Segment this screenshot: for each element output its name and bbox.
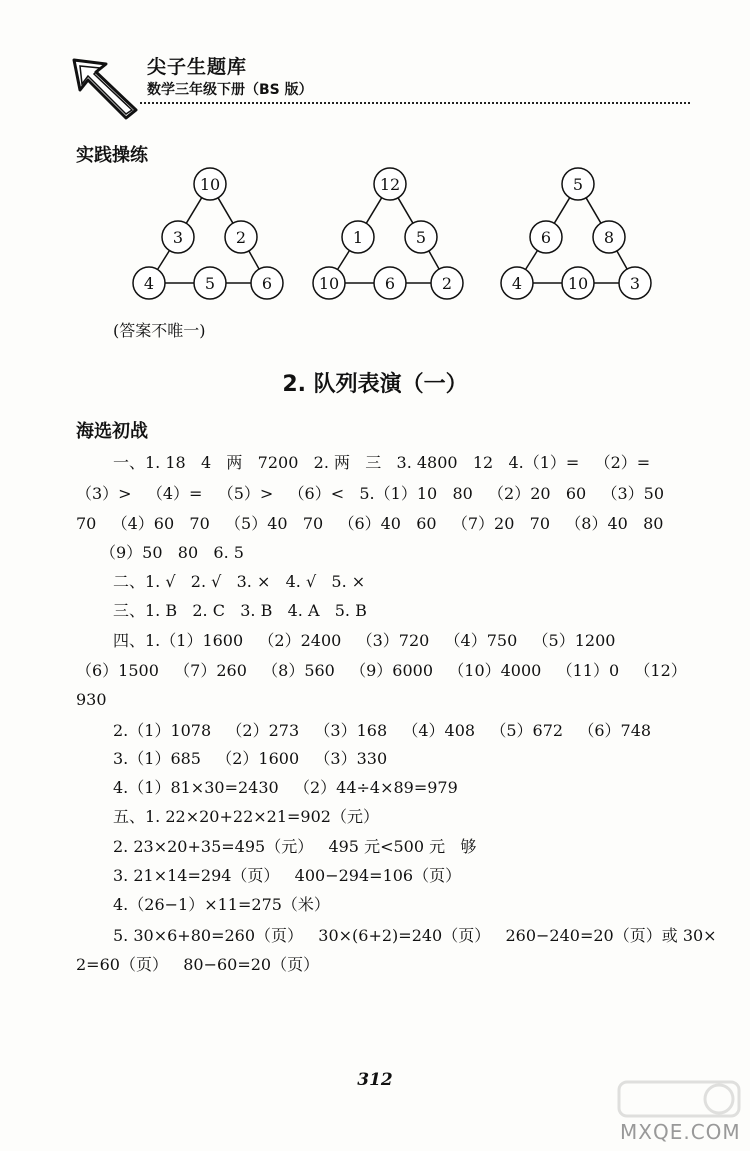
answer-line: 2.（1）1078 （2）273 （3）168 （4）408 （5）672 （6）748 — [113, 721, 652, 740]
page-number: 312 — [357, 1070, 393, 1090]
triangle-edge — [366, 198, 381, 224]
answer-line: 一、1. 18 4 两 7200 2. 两 三 3. 4800 12 4.（1）= （2）= — [113, 453, 651, 472]
triangle-node-value: 5 — [415, 228, 427, 247]
triangle-node-value: 10 — [318, 274, 340, 293]
triangle-edge — [186, 198, 201, 224]
section-heading: 海选初战 — [76, 421, 148, 442]
triangle-node-value: 8 — [603, 228, 615, 247]
number-triangle — [313, 168, 463, 299]
triangle-node-value: 6 — [384, 274, 396, 293]
triangle-edge — [617, 251, 627, 269]
triangle-node-value: 6 — [261, 274, 273, 293]
answer-line: 三、1. B 2. C 3. B 4. A 5. B — [113, 601, 367, 620]
triangle-edge — [586, 198, 601, 223]
triangle-node-value: 2 — [441, 274, 453, 293]
lesson-title: 2. 队列表演（一） — [282, 372, 468, 397]
answer-line: 2=60（页） 80−60=20（页） — [76, 955, 320, 974]
triangle-node-value: 3 — [629, 274, 641, 293]
answer-line: 2. 23×20+35=495（元） 495 元<500 元 够 — [113, 837, 477, 856]
triangle-node-value: 10 — [567, 274, 589, 293]
triangle-node-value: 5 — [572, 175, 584, 194]
answer-line: 5. 30×6+80=260（页） 30×(6+2)=240（页） 260−240=20（页）或 30× — [113, 926, 717, 945]
triangle-edge — [249, 251, 259, 269]
book-title: 尖子生题库 — [147, 56, 248, 78]
number-triangle — [133, 168, 283, 299]
answer-line: （6）1500 （7）260 （8）560 （9）6000 （10）4000 （11）0 （12） — [76, 661, 687, 680]
book-subtitle: 数学三年级下册（BS 版） — [147, 82, 313, 98]
answer-line: （3）> （4）= （5）> （6）< 5.（1）10 80 （2）20 60 （3）50 — [76, 484, 665, 503]
answer-line: （9）50 80 6. 5 — [100, 543, 244, 562]
practice-heading: 实践操练 — [76, 145, 148, 166]
arrow-logo-icon — [70, 58, 140, 120]
triangle-node-value: 10 — [199, 175, 221, 194]
triangle-node-value: 4 — [511, 274, 523, 293]
answer-line: 4.（26−1）×11=275（米） — [113, 895, 330, 914]
triangle-edge — [398, 198, 413, 223]
answer-line: 3. 21×14=294（页） 400−294=106（页） — [113, 866, 462, 885]
watermark-text: MXQE.COM — [620, 1120, 741, 1144]
triangle-edge — [554, 198, 569, 224]
triangle-node-value: 5 — [204, 274, 216, 293]
triangle-edge — [429, 251, 439, 269]
triangle-edge — [218, 198, 233, 223]
answer-line: 五、1. 22×20+22×21=902（元） — [113, 807, 379, 826]
triangle-edge — [158, 251, 170, 270]
triangle-node-value: 4 — [143, 274, 155, 293]
answer-line: 四、1.（1）1600 （2）2400 （3）720 （4）750 （5）1200 — [113, 631, 616, 650]
triangle-node-value: 3 — [172, 228, 184, 247]
header-divider — [140, 102, 690, 104]
triangle-edge — [338, 251, 350, 270]
triangle-edge — [526, 251, 538, 270]
number-triangle — [501, 168, 651, 299]
answer-line: 4.（1）81×30=2430 （2）44÷4×89=979 — [113, 778, 458, 797]
answer-line: 二、1. √ 2. √ 3. × 4. √ 5. × — [113, 572, 366, 591]
answer-line: 930 — [76, 690, 107, 709]
triangle-node-value: 6 — [540, 228, 552, 247]
triangle-node-value: 12 — [379, 175, 401, 194]
answer-note: (答案不唯一) — [113, 321, 206, 340]
triangle-node-value: 2 — [235, 228, 247, 247]
triangle-node-value: 1 — [352, 228, 364, 247]
answer-line: 70 （4）60 70 （5）40 70 （6）40 60 （7）20 70 （8）40 80 — [76, 514, 664, 533]
number-triangles — [128, 166, 668, 306]
answer-line: 3.（1）685 （2）1600 （3）330 — [113, 749, 388, 768]
